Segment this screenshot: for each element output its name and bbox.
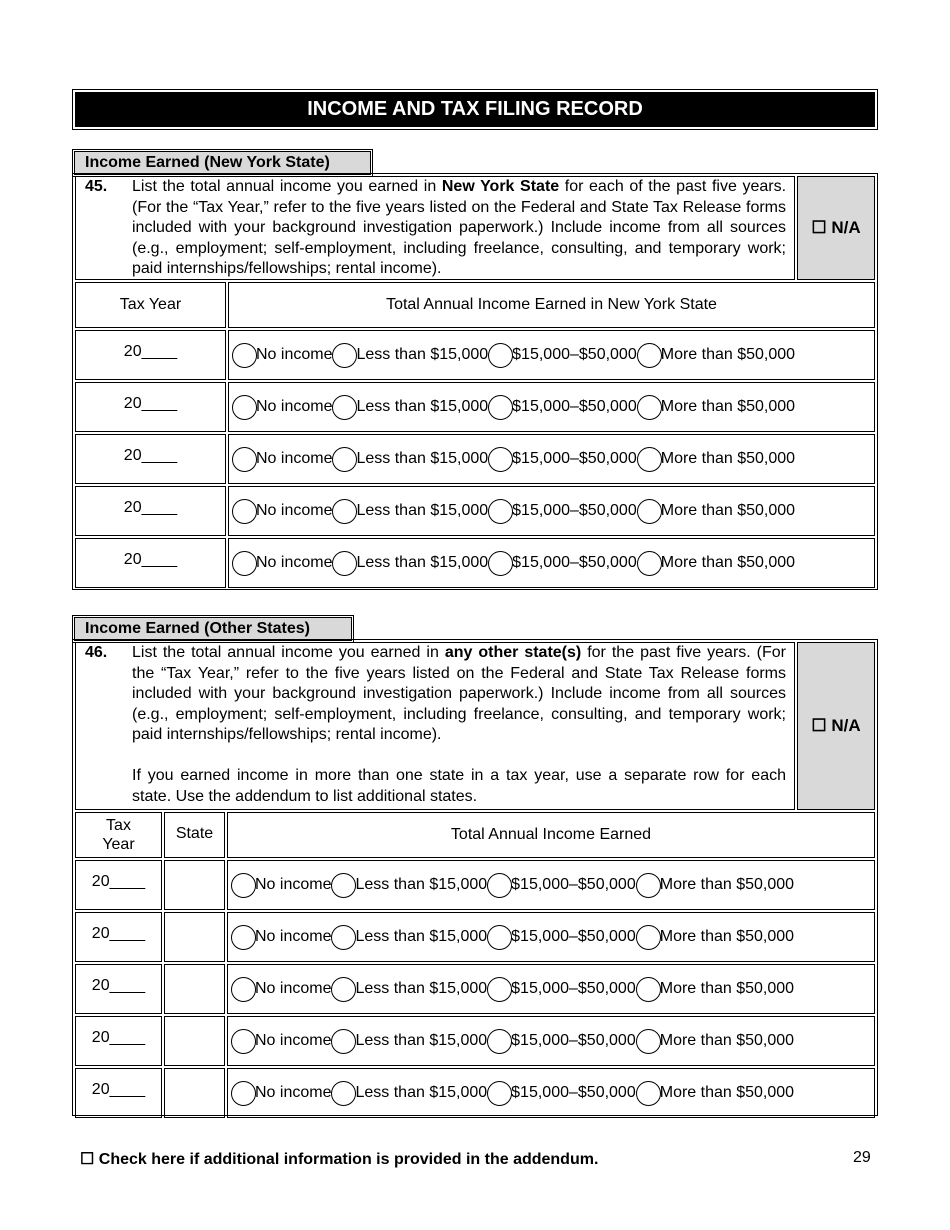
income-options: [228, 486, 875, 536]
income-options: [227, 1068, 875, 1118]
income-option[interactable]: [487, 1081, 636, 1106]
radio-circle-icon[interactable]: [637, 499, 662, 524]
income-option[interactable]: [231, 873, 331, 898]
question-45-text: [75, 176, 795, 280]
radio-circle-icon[interactable]: [332, 551, 357, 576]
income-option-label: More than $50,000: [660, 450, 796, 467]
radio-circle-icon[interactable]: [487, 1081, 512, 1106]
radio-circle-icon[interactable]: [636, 925, 661, 950]
radio-circle-icon[interactable]: [332, 447, 357, 472]
state-field[interactable]: [164, 1068, 225, 1118]
radio-circle-icon[interactable]: [232, 395, 257, 420]
tax-year-field[interactable]: 20____: [75, 912, 162, 962]
table-row: [75, 538, 875, 588]
income-option[interactable]: [232, 551, 332, 576]
income-option[interactable]: [331, 873, 487, 898]
section-label-other-text: Income Earned (Other States): [74, 617, 352, 641]
question-body: List the total annual income you earned in New York State for each of the past five years. (For the “Tax Year,” refer to the five years listed on the Federal and State Tax Release forms included with your background investigation paperwork.) Include income from all sources (e.g., employment; self-employment, including freelance, consulting, and temporary work; paid internships/fellowships; rental income).: [132, 178, 787, 277]
tax-year-field[interactable]: 20____: [75, 860, 162, 910]
income-option[interactable]: [332, 551, 488, 576]
income-option-label: Less than $15,000: [356, 346, 489, 363]
income-options: [228, 538, 875, 588]
income-option-label: Less than $15,000: [356, 502, 489, 519]
income-option[interactable]: [636, 977, 794, 1002]
income-options: [227, 912, 875, 962]
radio-circle-icon[interactable]: [636, 977, 661, 1002]
radio-circle-icon[interactable]: [487, 1029, 512, 1054]
income-option[interactable]: [636, 925, 794, 950]
income-option[interactable]: [231, 925, 331, 950]
income-option-label: More than $50,000: [659, 980, 795, 997]
tax-year-field[interactable]: 20____: [75, 538, 226, 588]
income-option[interactable]: [487, 1029, 636, 1054]
ny-header-row: [75, 282, 875, 328]
tax-year-field[interactable]: 20____: [75, 486, 226, 536]
income-option-label: Less than $15,000: [355, 980, 488, 997]
radio-circle-icon[interactable]: [231, 1081, 256, 1106]
income-option[interactable]: [488, 395, 637, 420]
income-option[interactable]: [636, 873, 794, 898]
na-checkbox-45[interactable]: ☐ N/A: [797, 176, 875, 280]
radio-circle-icon[interactable]: [232, 551, 257, 576]
radio-circle-icon[interactable]: [637, 395, 662, 420]
income-option[interactable]: [331, 925, 487, 950]
radio-circle-icon[interactable]: [487, 925, 512, 950]
radio-circle-icon[interactable]: [636, 1029, 661, 1054]
col-header-state: State: [164, 812, 225, 858]
state-field[interactable]: [164, 964, 225, 1014]
income-option-label: No income: [256, 398, 333, 415]
income-option-label: Less than $15,000: [356, 554, 489, 571]
income-option[interactable]: [232, 343, 332, 368]
income-option[interactable]: [487, 925, 636, 950]
income-option[interactable]: [332, 499, 488, 524]
income-option-label: $15,000–$50,000: [512, 554, 637, 571]
income-option-label: More than $50,000: [659, 876, 795, 893]
income-option[interactable]: [636, 1029, 794, 1054]
page-title-bar: [72, 89, 878, 130]
question-body: List the total annual income you earned in any other state(s) for the past five years. (For the “Tax Year,” refer to the five years listed on the Federal and State Tax Release forms included with your background investigation paperwork.) Include income from all sources (e.g., employment; self-employment, including freelance, consulting, and temporary work; paid internships/fellowships; rental income). If you earned income in more than one state in a tax year, use a separate row for each state. Use the addendum to list additional states.: [132, 644, 787, 805]
other-income-table: [72, 639, 878, 1116]
radio-circle-icon[interactable]: [232, 499, 257, 524]
income-option-label: No income: [255, 928, 332, 945]
radio-circle-icon[interactable]: [637, 343, 662, 368]
income-option-label: Less than $15,000: [356, 450, 489, 467]
income-option-label: Less than $15,000: [356, 398, 489, 415]
radio-circle-icon[interactable]: [232, 343, 257, 368]
tax-year-field[interactable]: 20____: [75, 1016, 162, 1066]
tax-year-field[interactable]: 20____: [75, 964, 162, 1014]
radio-circle-icon[interactable]: [637, 551, 662, 576]
income-option-label: $15,000–$50,000: [511, 1084, 636, 1101]
income-option-label: More than $50,000: [660, 554, 796, 571]
income-option[interactable]: [488, 343, 637, 368]
income-option[interactable]: [636, 1081, 794, 1106]
income-option[interactable]: [331, 1029, 487, 1054]
state-field[interactable]: [164, 860, 225, 910]
income-option[interactable]: [488, 447, 637, 472]
income-option-label: $15,000–$50,000: [511, 1032, 636, 1049]
radio-circle-icon[interactable]: [231, 925, 256, 950]
radio-circle-icon[interactable]: [637, 447, 662, 472]
radio-circle-icon[interactable]: [488, 447, 513, 472]
income-option[interactable]: [488, 499, 637, 524]
page-title: INCOME AND TAX FILING RECORD: [75, 92, 875, 127]
income-option[interactable]: [332, 343, 488, 368]
income-option[interactable]: [232, 499, 332, 524]
radio-circle-icon[interactable]: [488, 499, 513, 524]
income-option[interactable]: [487, 977, 636, 1002]
state-field[interactable]: [164, 1016, 225, 1066]
income-option[interactable]: [232, 395, 332, 420]
radio-circle-icon[interactable]: [487, 873, 512, 898]
income-option-label: $15,000–$50,000: [511, 980, 636, 997]
income-option[interactable]: [332, 447, 488, 472]
income-option[interactable]: [231, 977, 331, 1002]
table-row: [75, 486, 875, 536]
income-options: [228, 382, 875, 432]
income-option[interactable]: [332, 395, 488, 420]
tax-year-field[interactable]: 20____: [75, 382, 226, 432]
radio-circle-icon[interactable]: [331, 925, 356, 950]
state-field[interactable]: [164, 912, 225, 962]
income-option-label: More than $50,000: [659, 928, 795, 945]
radio-circle-icon[interactable]: [487, 977, 512, 1002]
income-option-label: $15,000–$50,000: [512, 502, 637, 519]
question-45: [75, 176, 875, 280]
table-row: [75, 1068, 875, 1118]
question-number: 46.: [85, 644, 108, 661]
radio-circle-icon[interactable]: [488, 395, 513, 420]
table-row: [75, 860, 875, 910]
income-option[interactable]: [231, 1081, 331, 1106]
income-option-label: More than $50,000: [660, 398, 796, 415]
other-rows: [75, 860, 875, 1118]
income-option-label: No income: [255, 1084, 332, 1101]
col-header-income: Total Annual Income Earned: [227, 812, 875, 858]
radio-circle-icon[interactable]: [231, 1029, 256, 1054]
income-option-label: More than $50,000: [660, 346, 796, 363]
radio-circle-icon[interactable]: [332, 395, 357, 420]
income-option-label: $15,000–$50,000: [512, 346, 637, 363]
income-option[interactable]: [637, 499, 795, 524]
radio-circle-icon[interactable]: [331, 873, 356, 898]
radio-circle-icon[interactable]: [231, 873, 256, 898]
income-option-label: Less than $15,000: [355, 1032, 488, 1049]
income-option-label: $15,000–$50,000: [511, 876, 636, 893]
radio-circle-icon[interactable]: [331, 1029, 356, 1054]
income-option-label: No income: [256, 450, 333, 467]
income-option[interactable]: [637, 551, 795, 576]
table-row: [75, 964, 875, 1014]
question-46-text: [75, 642, 795, 810]
col-header-tax-year: Tax Year: [75, 812, 162, 858]
tax-year-field[interactable]: 20____: [75, 434, 226, 484]
income-option[interactable]: [637, 395, 795, 420]
income-option-label: More than $50,000: [659, 1084, 795, 1101]
table-row: [75, 912, 875, 962]
addendum-checkbox[interactable]: ☐ Check here if additional information is provided in the addendum.: [80, 1151, 599, 1168]
radio-circle-icon[interactable]: [332, 499, 357, 524]
income-option-label: Less than $15,000: [355, 876, 488, 893]
radio-circle-icon[interactable]: [488, 551, 513, 576]
income-option-label: No income: [255, 1032, 332, 1049]
income-option[interactable]: [331, 1081, 487, 1106]
income-option-label: No income: [255, 876, 332, 893]
income-option-label: No income: [256, 346, 333, 363]
radio-circle-icon[interactable]: [331, 977, 356, 1002]
ny-rows: [75, 330, 875, 588]
income-options: [228, 330, 875, 380]
income-options: [228, 434, 875, 484]
other-header-row: [75, 812, 875, 858]
table-row: [75, 1016, 875, 1066]
page-number: 29: [853, 1149, 871, 1166]
radio-circle-icon[interactable]: [636, 1081, 661, 1106]
income-option-label: $15,000–$50,000: [512, 450, 637, 467]
ny-income-table: [72, 173, 878, 590]
na-checkbox-46[interactable]: ☐ N/A: [797, 642, 875, 810]
radio-circle-icon[interactable]: [488, 343, 513, 368]
income-option[interactable]: [488, 551, 637, 576]
col-header-income: Total Annual Income Earned in New York State: [228, 282, 875, 328]
question-46: [75, 642, 875, 810]
income-option-label: No income: [255, 980, 332, 997]
income-option-label: Less than $15,000: [355, 1084, 488, 1101]
income-option[interactable]: [637, 343, 795, 368]
income-option-label: No income: [256, 502, 333, 519]
income-option[interactable]: [331, 977, 487, 1002]
income-options: [227, 1016, 875, 1066]
col-header-tax-year: Tax Year: [75, 282, 226, 328]
table-row: [75, 330, 875, 380]
income-option-label: Less than $15,000: [355, 928, 488, 945]
income-options: [227, 860, 875, 910]
income-option-label: $15,000–$50,000: [512, 398, 637, 415]
question-number: 45.: [85, 178, 108, 195]
income-option-label: More than $50,000: [660, 502, 796, 519]
radio-circle-icon[interactable]: [331, 1081, 356, 1106]
radio-circle-icon[interactable]: [232, 447, 257, 472]
table-row: [75, 434, 875, 484]
tax-year-field[interactable]: 20____: [75, 330, 226, 380]
income-option[interactable]: [231, 1029, 331, 1054]
radio-circle-icon[interactable]: [332, 343, 357, 368]
tax-year-field[interactable]: 20____: [75, 1068, 162, 1118]
radio-circle-icon[interactable]: [636, 873, 661, 898]
income-option[interactable]: [487, 873, 636, 898]
income-option-label: $15,000–$50,000: [511, 928, 636, 945]
radio-circle-icon[interactable]: [231, 977, 256, 1002]
income-option[interactable]: [232, 447, 332, 472]
income-option-label: No income: [256, 554, 333, 571]
income-option[interactable]: [637, 447, 795, 472]
section-label-ny-text: Income Earned (New York State): [74, 151, 371, 175]
income-option-label: More than $50,000: [659, 1032, 795, 1049]
table-row: [75, 382, 875, 432]
income-options: [227, 964, 875, 1014]
